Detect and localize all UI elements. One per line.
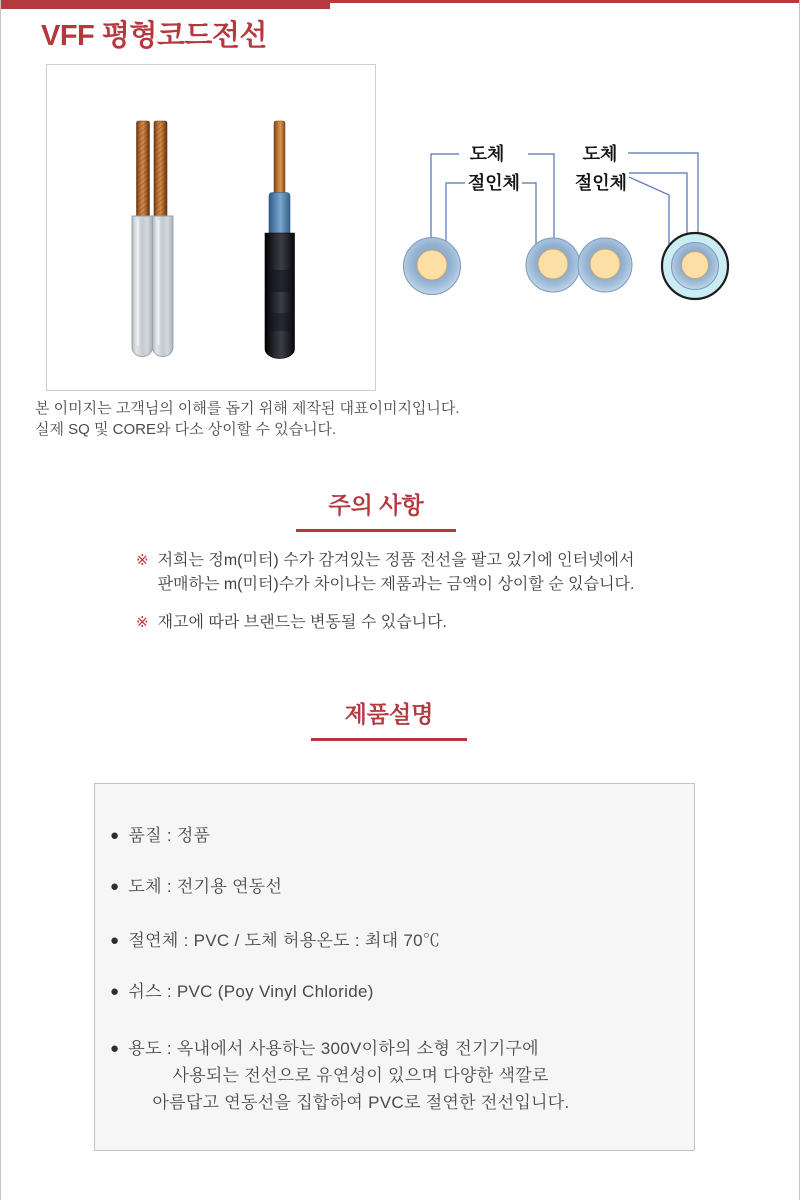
asterisk-marker-icon: ※ [136, 614, 149, 631]
page-title: VFF 평형코드전선 [41, 20, 267, 52]
usage-line: 사용되는 전선으로 유연성이 있으며 다양한 색깔로 [172, 1066, 549, 1085]
spec-usage-text [128, 1035, 569, 1116]
label-insulation-left: 절인체 [467, 173, 521, 193]
flat-cord-conductors [137, 121, 168, 219]
label-conductor-left: 도체 [469, 144, 505, 164]
label-insulation-right: 절인체 [574, 173, 628, 193]
spec-row-insulation [110, 930, 440, 952]
usage-line: 아름답고 연동선을 집합하여 PVC로 절연한 전선입니다. [152, 1093, 570, 1112]
bullet-icon: ● [110, 932, 120, 949]
spec-text: 절연체 : PVC / 도체 허용온도 : 최대 70℃ [128, 931, 441, 950]
asterisk-marker-icon: ※ [136, 552, 149, 569]
bullet-icon: ● [110, 1040, 120, 1057]
description-heading: 제품설명 [311, 696, 467, 741]
caution-heading: 주의 사항 [296, 487, 456, 532]
spec-row-usage [110, 1035, 570, 1116]
product-photo-box [46, 64, 376, 391]
cross-section-diagram [401, 135, 761, 310]
cable-photo-illustration [47, 65, 375, 390]
single-cable [265, 121, 295, 359]
flat-cord-sheath [132, 216, 173, 357]
photo-caption-line1: 본 이미지는 고객님의 이해를 돕기 위해 제작된 대표이미지입니다. [35, 400, 460, 417]
caution-item-line: 판매하는 m(미터)수가 차이나는 제품과는 금액이 상이할 순 있습니다. [157, 576, 635, 593]
photo-caption [35, 398, 460, 440]
spec-text: 쉬스 : PVC (Poy Vinyl Chloride) [128, 982, 374, 1001]
caution-item-line: 저희는 정m(미터) 수가 감겨있는 정품 전선을 팔고 있기에 인터넷에서 [157, 552, 635, 569]
top-accent-bar [1, 0, 330, 9]
caution-item-text [158, 549, 635, 597]
cross-section-single-core [404, 238, 461, 295]
photo-caption-line2: 실제 SQ 및 CORE와 다소 상이할 수 있습니다. [35, 421, 337, 438]
spec-row-conductor [110, 876, 282, 898]
spec-text: 도체 : 전기용 연동선 [128, 877, 283, 896]
description-box [94, 783, 695, 1151]
cross-section-twin-core [526, 238, 632, 292]
bullet-icon: ● [110, 827, 120, 844]
caution-item-line: 재고에 따라 브랜드는 변동될 수 있습니다. [157, 614, 448, 631]
spec-row-sheath [110, 981, 374, 1003]
bullet-icon: ● [110, 878, 120, 895]
bullet-icon: ● [110, 983, 120, 1000]
spec-row-quality [110, 825, 210, 847]
top-accent-line [330, 0, 800, 3]
cross-section-sheathed-core [662, 233, 728, 299]
caution-item [136, 549, 634, 597]
usage-line: 용도 : 옥내에서 사용하는 300V이하의 소형 전기기구에 [128, 1039, 539, 1058]
spec-text: 품질 : 정품 [128, 826, 211, 845]
label-conductor-right: 도체 [582, 144, 618, 164]
caution-item [136, 611, 447, 635]
caution-item-text [158, 611, 447, 635]
